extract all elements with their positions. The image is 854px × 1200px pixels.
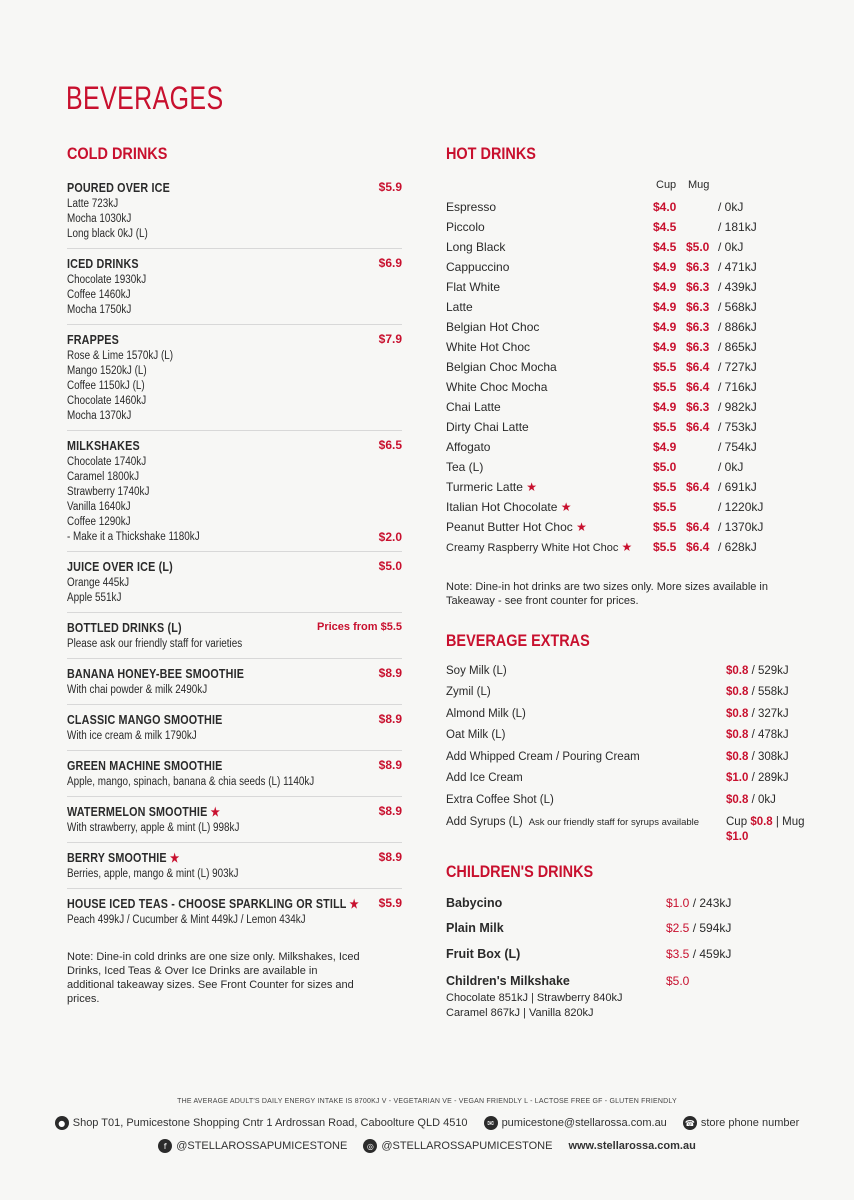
menu-group (67, 802, 402, 843)
group-price: $6.5 (378, 438, 402, 452)
item-line: Caramel 1800kJ (67, 471, 140, 483)
group-price: $8.9 (378, 712, 402, 726)
energy-value: / 0kJ (751, 794, 776, 806)
menu-group (67, 894, 402, 934)
cup-column-header: Cup (656, 179, 677, 191)
hot-drinks-heading: HOT DRINKS (446, 144, 536, 163)
drink-name: Italian Hot Chocolate (446, 500, 558, 514)
menu-group (67, 330, 402, 431)
separator: | (775, 816, 779, 828)
group-title: JUICE OVER ICE (L) (67, 560, 173, 574)
group-title: POURED OVER ICE (67, 181, 170, 195)
cup-price: $5.5 (653, 500, 677, 514)
cup-price: $5.0 (653, 460, 677, 474)
extra-name: Extra Coffee Shot (L) (446, 794, 554, 806)
thickshake-price: $2.0 (378, 530, 402, 544)
energy-value: / 289kJ (751, 772, 789, 784)
email-icon: ✉ (484, 1116, 498, 1130)
drink-name: Latte (446, 300, 473, 314)
table-row (446, 240, 776, 260)
contact-line (0, 1116, 854, 1130)
cup-price: $4.9 (653, 400, 677, 414)
table-row (446, 480, 776, 500)
list-item (446, 750, 826, 772)
item-line: With chai powder & milk 2490kJ (67, 684, 208, 696)
mug-price: $6.4 (686, 380, 710, 394)
table-row (446, 200, 776, 220)
drink-name: Piccolo (446, 220, 485, 234)
table-row (446, 520, 776, 540)
extra-name: Add Ice Cream (446, 772, 523, 784)
energy-value: / 1220kJ (718, 500, 764, 514)
group-title: WATERMELON SMOOTHIE (67, 805, 208, 819)
extra-price: $0.8 (726, 794, 749, 806)
energy-value: / 308kJ (751, 751, 789, 763)
kids-drink-name: Fruit Box (L) (446, 947, 521, 961)
table-row (446, 460, 776, 480)
drink-name: Long Black (446, 240, 506, 254)
item-line: Chocolate 1460kJ (67, 395, 147, 407)
mug-price: $6.4 (686, 480, 710, 494)
dietary-legend: THE AVERAGE ADULT'S DAILY ENERGY INTAKE IS 8700KJ V - VEGETARIAN VE - VEGAN FRIENDLY L - LACTOSE FREE GF - GLUTEN FRIENDLY (177, 1098, 677, 1105)
menu-group (67, 254, 402, 325)
syrups-note: Ask our friendly staff for syrups available (528, 817, 700, 828)
drink-name: Tea (L) (446, 460, 484, 474)
store-address: Shop T01, Pumicestone Shopping Cntr 1 Ardrossan Road, Caboolture QLD 4510 (72, 1117, 468, 1129)
mug-price: $6.3 (686, 340, 710, 354)
group-price: $8.9 (378, 758, 402, 772)
energy-value: / 558kJ (751, 686, 789, 698)
extra-price: $1.0 (726, 772, 749, 784)
star-icon: ★ (526, 480, 538, 494)
drink-name: Chai Latte (446, 400, 501, 414)
drink-name: Belgian Hot Choc (446, 320, 540, 334)
kids-drink-price: $2.5 (666, 921, 690, 935)
cold-drinks-list (67, 178, 402, 1006)
kids-drink-price: $3.5 (666, 947, 690, 961)
mug-price: $6.3 (686, 300, 710, 314)
facebook-handle[interactable]: @STELLAROSSAPUMICESTONE (176, 1140, 348, 1152)
menu-group (67, 710, 402, 751)
item-line: Rose & Lime 1570kJ (L) (67, 350, 174, 362)
extra-price: $0.8 (726, 686, 749, 698)
group-price: $8.9 (378, 666, 402, 680)
drink-name: Flat White (446, 280, 501, 294)
drink-name: Belgian Choc Mocha (446, 360, 557, 374)
kids-drink-name: Plain Milk (446, 921, 504, 935)
menu-group (67, 557, 402, 613)
drink-name: Peanut Butter Hot Choc (446, 520, 573, 534)
menu-group (67, 618, 402, 659)
cup-price: $4.5 (653, 240, 677, 254)
instagram-handle[interactable]: @STELLAROSSAPUMICESTONE (381, 1140, 553, 1152)
item-line: Coffee 1290kJ (67, 516, 131, 528)
energy-value: / 327kJ (751, 708, 789, 720)
extra-name: Add Whipped Cream / Pouring Cream (446, 751, 640, 763)
energy-value: / 568kJ (718, 300, 757, 314)
item-line: Latte 723kJ (67, 198, 119, 210)
menu-group (67, 848, 402, 889)
drink-name: Dirty Chai Latte (446, 420, 529, 434)
hot-drinks-note: Note: Dine-in hot drinks are two sizes only. More sizes available in Takeaway - see front counter for prices. (446, 581, 768, 607)
energy-value: / 753kJ (718, 420, 757, 434)
cup-price: $0.8 (750, 816, 773, 828)
cup-price: $5.5 (653, 360, 677, 374)
mug-price: $6.3 (686, 320, 710, 334)
energy-value: / 1370kJ (718, 520, 764, 534)
kids-drink-price: $1.0 (666, 896, 690, 910)
energy-value: / 529kJ (751, 665, 789, 677)
group-price: $5.0 (378, 559, 402, 573)
mug-price: $6.3 (686, 280, 710, 294)
mug-price: $6.4 (686, 540, 710, 554)
extra-price: $0.8 (726, 729, 749, 741)
group-price: $5.9 (378, 180, 402, 194)
group-title: MILKSHAKES (67, 439, 140, 453)
cup-price: $5.5 (653, 520, 677, 534)
item-line: Chocolate 1740kJ (67, 456, 147, 468)
cold-drinks-heading: COLD DRINKS (67, 144, 168, 163)
cup-price: $5.5 (653, 380, 677, 394)
cup-price: $5.5 (653, 540, 677, 554)
mug-price: $6.4 (686, 520, 710, 534)
energy-value: / 886kJ (718, 320, 757, 334)
kids-drink-name: Babycino (446, 896, 503, 910)
energy-value: / 982kJ (718, 400, 757, 414)
item-line: Berries, apple, mango & mint (L) 903kJ (67, 868, 239, 880)
table-row (446, 300, 776, 320)
drink-name: Espresso (446, 200, 497, 214)
instagram-icon: ◎ (363, 1139, 377, 1153)
group-title: BERRY SMOOTHIE (67, 851, 167, 865)
table-row (446, 420, 776, 440)
kids-drink-name: Children's Milkshake (446, 974, 570, 988)
table-row (446, 320, 776, 340)
cup-price: $4.9 (653, 300, 677, 314)
energy-value: / 478kJ (751, 729, 789, 741)
energy-value: / 471kJ (718, 260, 757, 274)
drink-name: Cappuccino (446, 260, 510, 274)
group-title: CLASSIC MANGO SMOOTHIE (67, 713, 223, 727)
childrens-drinks-heading: CHILDREN'S DRINKS (446, 862, 594, 881)
item-line: With ice cream & milk 1790kJ (67, 730, 197, 742)
extra-name: Zymil (L) (446, 686, 491, 698)
beverage-extras-heading: BEVERAGE EXTRAS (446, 631, 590, 650)
mug-price: $6.4 (686, 420, 710, 434)
extra-price: $0.8 (726, 708, 749, 720)
extra-name: Oat Milk (L) (446, 729, 506, 741)
store-email[interactable]: pumicestone@stellarossa.com.au (501, 1117, 667, 1129)
energy-value: / 243kJ (692, 896, 732, 910)
energy-value: / 865kJ (718, 340, 757, 354)
group-title: BOTTLED DRINKS (L) (67, 621, 182, 635)
table-row (446, 440, 776, 460)
item-line: Long black 0kJ (L) (67, 228, 148, 240)
extra-price: $0.8 (726, 665, 749, 677)
cup-price: $4.0 (653, 200, 677, 214)
item-line: Coffee 1460kJ (67, 289, 131, 301)
item-line: With strawberry, apple & mint (L) 998kJ (67, 822, 240, 834)
cup-price: $4.9 (653, 320, 677, 334)
location-pin-icon: ● (55, 1116, 69, 1130)
milkshake-flavours-line: Chocolate 851kJ | Strawberry 840kJ (446, 992, 623, 1004)
facebook-icon: f (158, 1139, 172, 1153)
item-line: Strawberry 1740kJ (67, 486, 150, 498)
website-link[interactable]: www.stellarossa.com.au (568, 1140, 696, 1152)
phone-icon: ☎ (683, 1116, 697, 1130)
item-line: - Make it a Thickshake 1180kJ (67, 531, 200, 543)
table-row (446, 500, 776, 520)
energy-value: / 439kJ (718, 280, 757, 294)
menu-group (67, 436, 402, 552)
table-row (446, 380, 776, 400)
energy-value: / 716kJ (718, 380, 757, 394)
drink-name: White Choc Mocha (446, 380, 548, 394)
group-title: BANANA HONEY-BEE SMOOTHIE (67, 667, 245, 681)
milkshake-flavours-line: Caramel 867kJ | Vanilla 820kJ (446, 1007, 594, 1019)
group-price: $7.9 (378, 332, 402, 346)
item-line: Apple 551kJ (67, 592, 122, 604)
group-price: Prices from $5.5 (317, 621, 402, 633)
cup-price: $5.5 (653, 480, 677, 494)
list-item (446, 728, 826, 750)
cup-price: $5.5 (653, 420, 677, 434)
group-price: $5.9 (378, 896, 402, 910)
item-line: Coffee 1150kJ (L) (67, 380, 145, 392)
list-item (446, 685, 826, 707)
drink-name: Affogato (446, 440, 491, 454)
energy-value: / 754kJ (718, 440, 757, 454)
item-line: Mango 1520kJ (L) (67, 365, 147, 377)
energy-value: / 0kJ (718, 200, 744, 214)
cup-price: $4.9 (653, 260, 677, 274)
item-line: Apple, mango, spinach, banana & chia seeds (L) 1140kJ (67, 776, 315, 788)
extra-name: Soy Milk (L) (446, 665, 507, 677)
energy-value: / 459kJ (692, 947, 732, 961)
star-icon: ★ (169, 851, 180, 865)
item-line: Mocha 1750kJ (67, 304, 132, 316)
table-row (446, 280, 776, 300)
cup-price: $4.9 (653, 440, 677, 454)
table-row (446, 360, 776, 380)
group-title: FRAPPES (67, 333, 119, 347)
star-icon: ★ (560, 500, 572, 514)
drink-name: Creamy Raspberry White Hot Choc (446, 542, 619, 554)
group-price: $8.9 (378, 850, 402, 864)
energy-value: / 727kJ (718, 360, 757, 374)
list-item (446, 707, 826, 729)
item-line: Vanilla 1640kJ (67, 501, 131, 513)
social-line (0, 1139, 854, 1153)
energy-value: / 628kJ (718, 540, 757, 554)
extra-name: Add Syrups (L) (446, 816, 523, 828)
star-icon: ★ (621, 540, 633, 554)
mug-price: $1.0 (726, 831, 749, 843)
cup-label: Cup (726, 816, 748, 828)
store-phone[interactable]: store phone number (700, 1117, 800, 1129)
list-item (446, 793, 826, 815)
table-row (446, 400, 776, 420)
star-icon: ★ (576, 520, 587, 534)
item-line: Mocha 1370kJ (67, 410, 132, 422)
mug-column-header: Mug (688, 179, 710, 191)
group-price: $8.9 (378, 804, 402, 818)
energy-value: / 0kJ (718, 460, 744, 474)
drink-name: Turmeric Latte (446, 480, 523, 494)
item-line: Chocolate 1930kJ (67, 274, 147, 286)
list-item (446, 771, 826, 793)
group-title: HOUSE ICED TEAS - CHOOSE SPARKLING OR STILL (67, 897, 347, 911)
group-title: GREEN MACHINE SMOOTHIE (67, 759, 223, 773)
item-line: Peach 499kJ / Cucumber & Mint 449kJ / Lemon 434kJ (67, 914, 306, 926)
mug-price: $6.3 (686, 400, 710, 414)
energy-value: / 594kJ (692, 921, 732, 935)
kids-drink-price: $5.0 (666, 974, 690, 988)
cold-drinks-note: Note: Dine-in cold drinks are one size only. Milkshakes, Iced Drinks, Iced Teas & Over Ice Drinks are available in additional takeaway sizes. See Front Counter for sizes and prices. (67, 951, 360, 1005)
list-item (446, 815, 826, 843)
item-line: Mocha 1030kJ (67, 213, 132, 225)
cup-price: $4.9 (653, 280, 677, 294)
drink-name: White Hot Choc (446, 340, 531, 354)
extra-price: $0.8 (726, 751, 749, 763)
item-line: Orange 445kJ (67, 577, 130, 589)
group-title: ICED DRINKS (67, 257, 139, 271)
menu-group (67, 178, 402, 249)
mug-label: Mug (782, 816, 805, 828)
table-row (446, 340, 776, 360)
mug-price: $6.4 (686, 360, 710, 374)
mug-price: $6.3 (686, 260, 710, 274)
item-line: Please ask our friendly staff for varieties (67, 638, 243, 650)
table-row (446, 540, 776, 560)
extra-name: Almond Milk (L) (446, 708, 526, 720)
menu-group (67, 756, 402, 797)
table-row (446, 220, 776, 240)
menu-group (67, 664, 402, 705)
group-price: $6.9 (378, 256, 402, 270)
star-icon: ★ (210, 805, 221, 819)
mug-price: $5.0 (686, 240, 710, 254)
star-icon: ★ (349, 897, 359, 911)
page-title: BEVERAGES (66, 80, 224, 116)
energy-value: / 691kJ (718, 480, 757, 494)
cup-price: $4.9 (653, 340, 677, 354)
energy-value: / 181kJ (718, 220, 757, 234)
list-item (446, 664, 826, 686)
cup-price: $4.5 (653, 220, 677, 234)
energy-value: / 0kJ (718, 240, 744, 254)
table-row (446, 260, 776, 280)
